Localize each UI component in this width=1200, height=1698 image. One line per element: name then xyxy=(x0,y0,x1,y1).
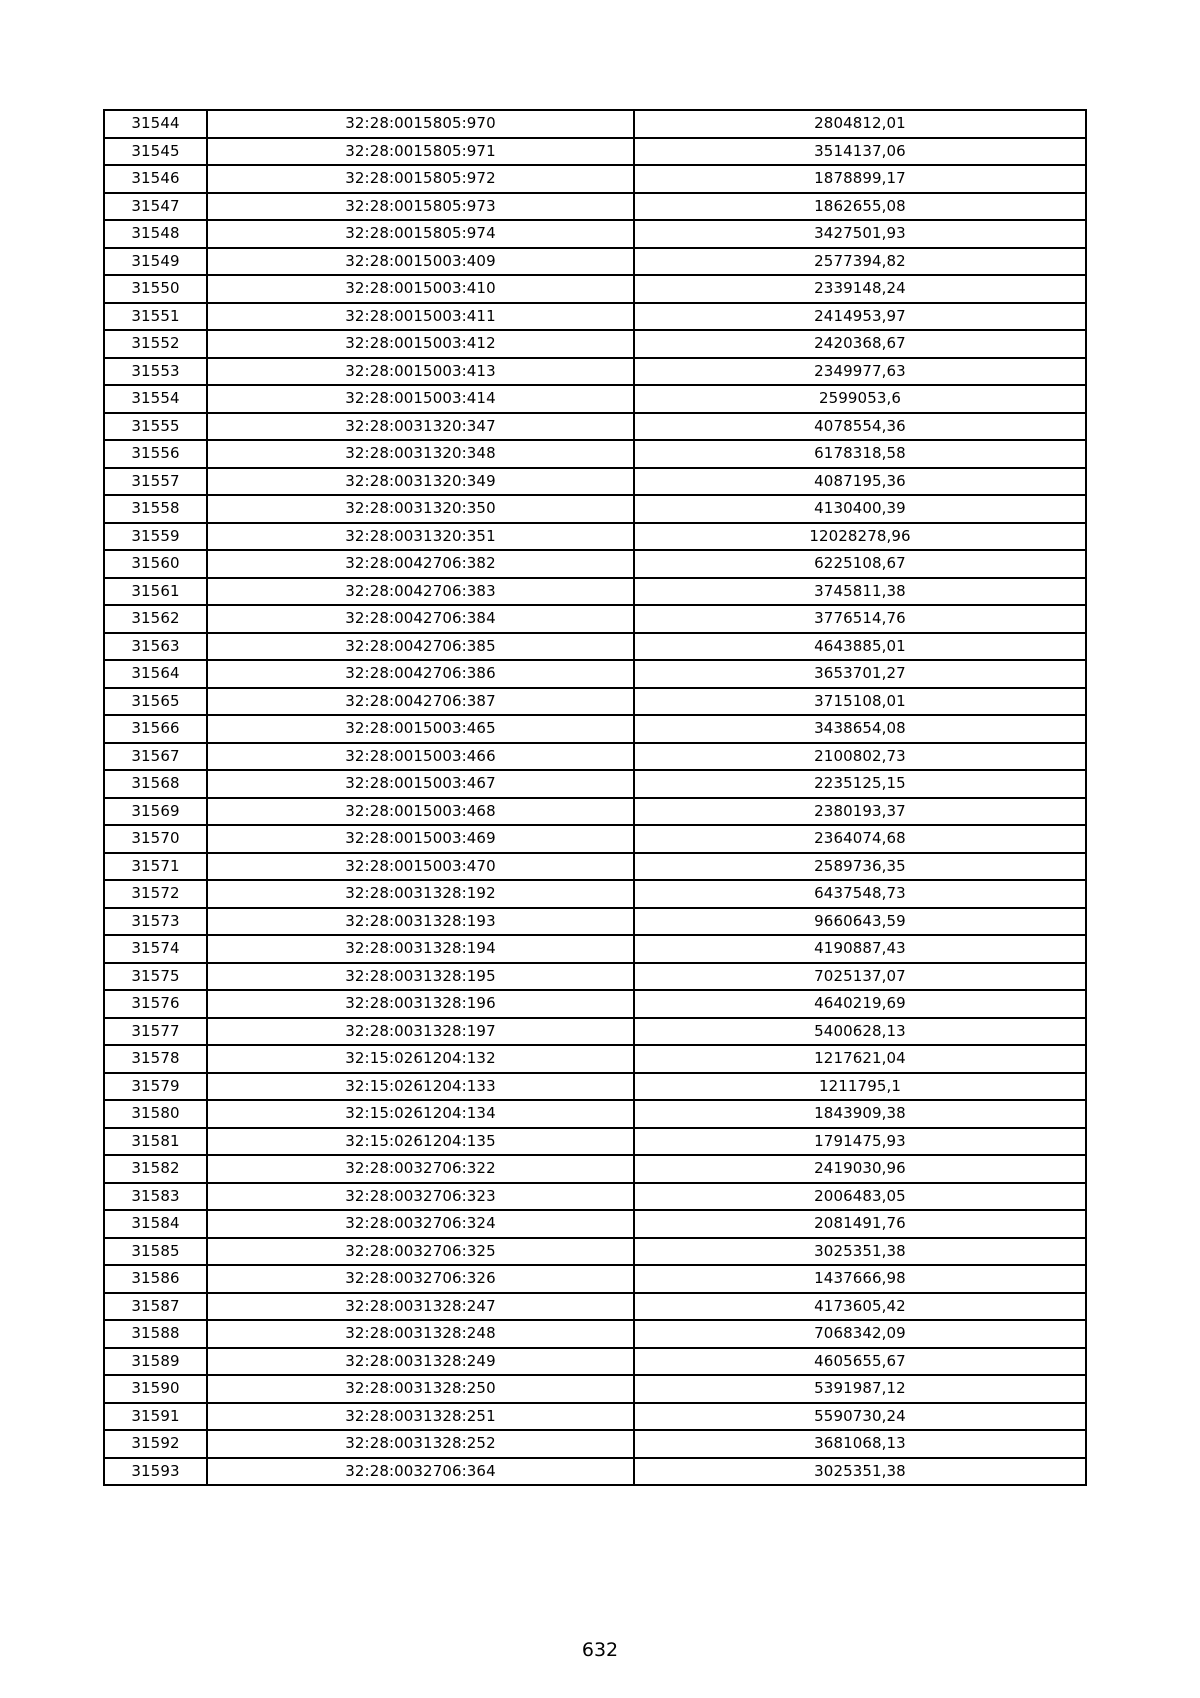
table-row xyxy=(104,633,1086,661)
row-number-cell: 31586 xyxy=(104,1265,207,1293)
cadastral-number-cell: 32:28:0032706:323 xyxy=(207,1183,634,1211)
row-number-cell: 31565 xyxy=(104,688,207,716)
cadastral-number-cell: 32:28:0015003:413 xyxy=(207,358,634,386)
cadastral-number-cell: 32:28:0031328:194 xyxy=(207,935,634,963)
value-cell: 4605655,67 xyxy=(634,1348,1086,1376)
page-number: 632 xyxy=(581,1639,619,1661)
value-cell: 1217621,04 xyxy=(634,1045,1086,1073)
table-row xyxy=(104,495,1086,523)
row-number-cell: 31588 xyxy=(104,1320,207,1348)
value-cell: 3745811,38 xyxy=(634,578,1086,606)
value-cell: 5590730,24 xyxy=(634,1403,1086,1431)
value-cell: 7068342,09 xyxy=(634,1320,1086,1348)
table-row xyxy=(104,1155,1086,1183)
value-cell: 2599053,6 xyxy=(634,385,1086,413)
table-row xyxy=(104,798,1086,826)
row-number-cell: 31548 xyxy=(104,220,207,248)
row-number-cell: 31585 xyxy=(104,1238,207,1266)
row-number-cell: 31549 xyxy=(104,248,207,276)
cadastral-number-cell: 32:28:0015003:466 xyxy=(207,743,634,771)
registry-table xyxy=(103,109,1087,1486)
table-row xyxy=(104,825,1086,853)
cadastral-number-cell: 32:28:0032706:322 xyxy=(207,1155,634,1183)
row-number-cell: 31583 xyxy=(104,1183,207,1211)
row-number-cell: 31552 xyxy=(104,330,207,358)
row-number-cell: 31561 xyxy=(104,578,207,606)
value-cell: 1791475,93 xyxy=(634,1128,1086,1156)
value-cell: 1878899,17 xyxy=(634,165,1086,193)
cadastral-number-cell: 32:28:0032706:324 xyxy=(207,1210,634,1238)
row-number-cell: 31592 xyxy=(104,1430,207,1458)
value-cell: 2349977,63 xyxy=(634,358,1086,386)
value-cell: 2420368,67 xyxy=(634,330,1086,358)
row-number-cell: 31570 xyxy=(104,825,207,853)
cadastral-number-cell: 32:28:0015805:970 xyxy=(207,110,634,138)
table-row xyxy=(104,935,1086,963)
cadastral-number-cell: 32:28:0032706:364 xyxy=(207,1458,634,1486)
row-number-cell: 31567 xyxy=(104,743,207,771)
registry-table-body xyxy=(104,110,1086,1485)
row-number-cell: 31553 xyxy=(104,358,207,386)
cadastral-number-cell: 32:28:0031328:248 xyxy=(207,1320,634,1348)
row-number-cell: 31563 xyxy=(104,633,207,661)
table-row xyxy=(104,275,1086,303)
row-number-cell: 31577 xyxy=(104,1018,207,1046)
value-cell: 2100802,73 xyxy=(634,743,1086,771)
table-row xyxy=(104,605,1086,633)
cadastral-number-cell: 32:28:0042706:384 xyxy=(207,605,634,633)
value-cell: 2380193,37 xyxy=(634,798,1086,826)
value-cell: 3025351,38 xyxy=(634,1238,1086,1266)
row-number-cell: 31576 xyxy=(104,990,207,1018)
row-number-cell: 31546 xyxy=(104,165,207,193)
row-number-cell: 31555 xyxy=(104,413,207,441)
row-number-cell: 31560 xyxy=(104,550,207,578)
cadastral-number-cell: 32:28:0031328:193 xyxy=(207,908,634,936)
cadastral-number-cell: 32:28:0031320:349 xyxy=(207,468,634,496)
value-cell: 2577394,82 xyxy=(634,248,1086,276)
cadastral-number-cell: 32:28:0015003:465 xyxy=(207,715,634,743)
table-row xyxy=(104,220,1086,248)
cadastral-number-cell: 32:28:0031328:249 xyxy=(207,1348,634,1376)
cadastral-number-cell: 32:28:0015805:974 xyxy=(207,220,634,248)
value-cell: 3427501,93 xyxy=(634,220,1086,248)
table-row xyxy=(104,1375,1086,1403)
value-cell: 2006483,05 xyxy=(634,1183,1086,1211)
table-row xyxy=(104,908,1086,936)
table-row xyxy=(104,550,1086,578)
value-cell: 4087195,36 xyxy=(634,468,1086,496)
value-cell: 2804812,01 xyxy=(634,110,1086,138)
cadastral-number-cell: 32:28:0031328:192 xyxy=(207,880,634,908)
row-number-cell: 31593 xyxy=(104,1458,207,1486)
table-row xyxy=(104,1128,1086,1156)
table-row xyxy=(104,1210,1086,1238)
cadastral-number-cell: 32:28:0042706:382 xyxy=(207,550,634,578)
cadastral-number-cell: 32:28:0032706:326 xyxy=(207,1265,634,1293)
cadastral-number-cell: 32:28:0042706:383 xyxy=(207,578,634,606)
row-number-cell: 31580 xyxy=(104,1100,207,1128)
cadastral-number-cell: 32:28:0042706:385 xyxy=(207,633,634,661)
cadastral-number-cell: 32:28:0015003:467 xyxy=(207,770,634,798)
cadastral-number-cell: 32:15:0261204:134 xyxy=(207,1100,634,1128)
cadastral-number-cell: 32:28:0031328:251 xyxy=(207,1403,634,1431)
table-row xyxy=(104,1320,1086,1348)
row-number-cell: 31578 xyxy=(104,1045,207,1073)
value-cell: 7025137,07 xyxy=(634,963,1086,991)
cadastral-number-cell: 32:28:0031328:196 xyxy=(207,990,634,1018)
table-row xyxy=(104,468,1086,496)
table-row xyxy=(104,1403,1086,1431)
row-number-cell: 31584 xyxy=(104,1210,207,1238)
cadastral-number-cell: 32:15:0261204:132 xyxy=(207,1045,634,1073)
value-cell: 2364074,68 xyxy=(634,825,1086,853)
value-cell: 3653701,27 xyxy=(634,660,1086,688)
cadastral-number-cell: 32:28:0031328:250 xyxy=(207,1375,634,1403)
value-cell: 12028278,96 xyxy=(634,523,1086,551)
row-number-cell: 31559 xyxy=(104,523,207,551)
table-row xyxy=(104,1018,1086,1046)
value-cell: 2339148,24 xyxy=(634,275,1086,303)
table-row xyxy=(104,1458,1086,1486)
row-number-cell: 31591 xyxy=(104,1403,207,1431)
row-number-cell: 31582 xyxy=(104,1155,207,1183)
row-number-cell: 31551 xyxy=(104,303,207,331)
row-number-cell: 31550 xyxy=(104,275,207,303)
row-number-cell: 31566 xyxy=(104,715,207,743)
table-row xyxy=(104,743,1086,771)
table-row xyxy=(104,1348,1086,1376)
cadastral-number-cell: 32:28:0015003:409 xyxy=(207,248,634,276)
table-row xyxy=(104,193,1086,221)
cadastral-number-cell: 32:28:0042706:387 xyxy=(207,688,634,716)
table-row xyxy=(104,303,1086,331)
table-row xyxy=(104,963,1086,991)
cadastral-number-cell: 32:28:0015003:470 xyxy=(207,853,634,881)
cadastral-number-cell: 32:28:0031328:195 xyxy=(207,963,634,991)
table-row xyxy=(104,1238,1086,1266)
table-row xyxy=(104,248,1086,276)
value-cell: 2081491,76 xyxy=(634,1210,1086,1238)
table-row xyxy=(104,523,1086,551)
value-cell: 4078554,36 xyxy=(634,413,1086,441)
cadastral-number-cell: 32:28:0032706:325 xyxy=(207,1238,634,1266)
cadastral-number-cell: 32:28:0031328:247 xyxy=(207,1293,634,1321)
row-number-cell: 31547 xyxy=(104,193,207,221)
row-number-cell: 31575 xyxy=(104,963,207,991)
table-row xyxy=(104,1293,1086,1321)
table-row xyxy=(104,1430,1086,1458)
row-number-cell: 31581 xyxy=(104,1128,207,1156)
cadastral-number-cell: 32:28:0015805:972 xyxy=(207,165,634,193)
row-number-cell: 31554 xyxy=(104,385,207,413)
cadastral-number-cell: 32:28:0042706:386 xyxy=(207,660,634,688)
cadastral-number-cell: 32:15:0261204:133 xyxy=(207,1073,634,1101)
table-row xyxy=(104,138,1086,166)
table-row xyxy=(104,413,1086,441)
table-row xyxy=(104,770,1086,798)
value-cell: 2235125,15 xyxy=(634,770,1086,798)
row-number-cell: 31557 xyxy=(104,468,207,496)
value-cell: 3438654,08 xyxy=(634,715,1086,743)
row-number-cell: 31568 xyxy=(104,770,207,798)
row-number-cell: 31574 xyxy=(104,935,207,963)
row-number-cell: 31587 xyxy=(104,1293,207,1321)
value-cell: 4173605,42 xyxy=(634,1293,1086,1321)
row-number-cell: 31589 xyxy=(104,1348,207,1376)
cadastral-number-cell: 32:28:0015003:412 xyxy=(207,330,634,358)
value-cell: 4130400,39 xyxy=(634,495,1086,523)
value-cell: 6437548,73 xyxy=(634,880,1086,908)
table-row xyxy=(104,1100,1086,1128)
row-number-cell: 31562 xyxy=(104,605,207,633)
cadastral-number-cell: 32:28:0015003:414 xyxy=(207,385,634,413)
value-cell: 1843909,38 xyxy=(634,1100,1086,1128)
table-row xyxy=(104,1073,1086,1101)
row-number-cell: 31571 xyxy=(104,853,207,881)
row-number-cell: 31558 xyxy=(104,495,207,523)
row-number-cell: 31564 xyxy=(104,660,207,688)
cadastral-number-cell: 32:28:0031320:348 xyxy=(207,440,634,468)
table-row xyxy=(104,660,1086,688)
table-row xyxy=(104,688,1086,716)
cadastral-number-cell: 32:28:0031320:350 xyxy=(207,495,634,523)
table-row xyxy=(104,110,1086,138)
table-row xyxy=(104,385,1086,413)
value-cell: 3681068,13 xyxy=(634,1430,1086,1458)
value-cell: 3776514,76 xyxy=(634,605,1086,633)
cadastral-number-cell: 32:28:0015003:410 xyxy=(207,275,634,303)
table-row xyxy=(104,715,1086,743)
row-number-cell: 31569 xyxy=(104,798,207,826)
row-number-cell: 31544 xyxy=(104,110,207,138)
table-row xyxy=(104,165,1086,193)
value-cell: 1437666,98 xyxy=(634,1265,1086,1293)
value-cell: 9660643,59 xyxy=(634,908,1086,936)
cadastral-number-cell: 32:28:0031320:351 xyxy=(207,523,634,551)
value-cell: 2414953,97 xyxy=(634,303,1086,331)
row-number-cell: 31572 xyxy=(104,880,207,908)
cadastral-number-cell: 32:28:0015805:971 xyxy=(207,138,634,166)
row-number-cell: 31545 xyxy=(104,138,207,166)
table-row xyxy=(104,1045,1086,1073)
table-row xyxy=(104,1265,1086,1293)
table-row xyxy=(104,358,1086,386)
cadastral-number-cell: 32:28:0031320:347 xyxy=(207,413,634,441)
table-row xyxy=(104,578,1086,606)
value-cell: 4190887,43 xyxy=(634,935,1086,963)
cadastral-number-cell: 32:28:0015003:469 xyxy=(207,825,634,853)
value-cell: 3514137,06 xyxy=(634,138,1086,166)
cadastral-number-cell: 32:15:0261204:135 xyxy=(207,1128,634,1156)
value-cell: 4640219,69 xyxy=(634,990,1086,1018)
table-row xyxy=(104,440,1086,468)
value-cell: 5391987,12 xyxy=(634,1375,1086,1403)
value-cell: 1862655,08 xyxy=(634,193,1086,221)
cadastral-number-cell: 32:28:0031328:252 xyxy=(207,1430,634,1458)
table-row xyxy=(104,1183,1086,1211)
table-row xyxy=(104,853,1086,881)
value-cell: 2589736,35 xyxy=(634,853,1086,881)
cadastral-number-cell: 32:28:0015003:468 xyxy=(207,798,634,826)
table-row xyxy=(104,330,1086,358)
value-cell: 4643885,01 xyxy=(634,633,1086,661)
value-cell: 6178318,58 xyxy=(634,440,1086,468)
value-cell: 6225108,67 xyxy=(634,550,1086,578)
value-cell: 3025351,38 xyxy=(634,1458,1086,1486)
cadastral-number-cell: 32:28:0015805:973 xyxy=(207,193,634,221)
row-number-cell: 31590 xyxy=(104,1375,207,1403)
value-cell: 2419030,96 xyxy=(634,1155,1086,1183)
cadastral-number-cell: 32:28:0031328:197 xyxy=(207,1018,634,1046)
row-number-cell: 31579 xyxy=(104,1073,207,1101)
table-row xyxy=(104,880,1086,908)
table-row xyxy=(104,990,1086,1018)
row-number-cell: 31573 xyxy=(104,908,207,936)
value-cell: 3715108,01 xyxy=(634,688,1086,716)
row-number-cell: 31556 xyxy=(104,440,207,468)
value-cell: 5400628,13 xyxy=(634,1018,1086,1046)
cadastral-number-cell: 32:28:0015003:411 xyxy=(207,303,634,331)
value-cell: 1211795,1 xyxy=(634,1073,1086,1101)
